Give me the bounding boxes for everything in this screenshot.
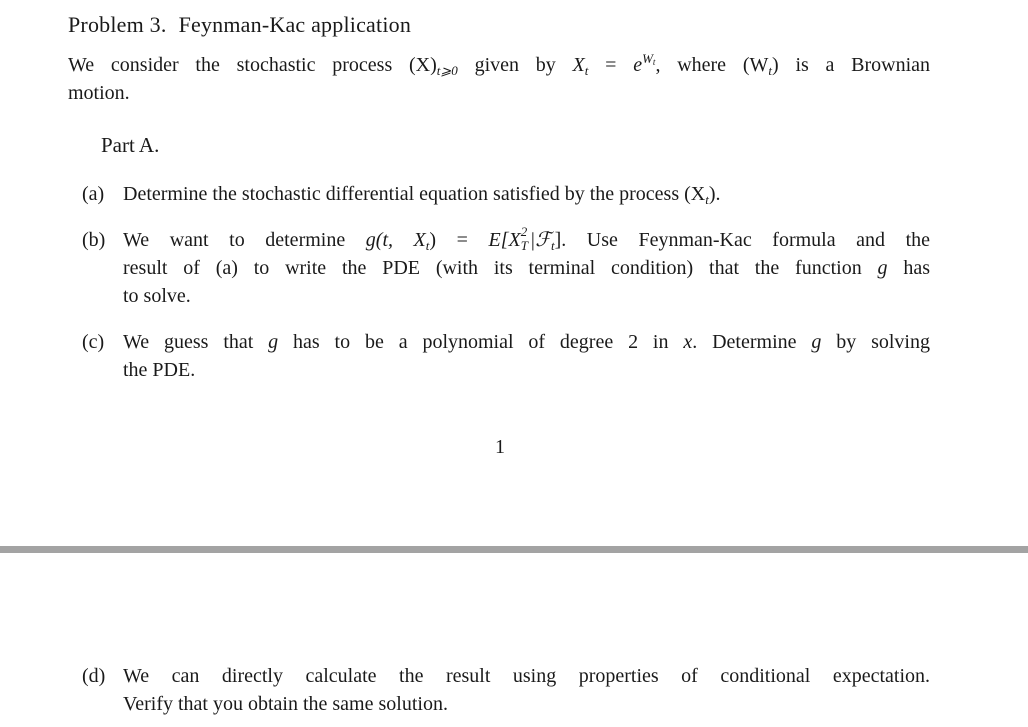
question-d-label: (d) bbox=[82, 665, 106, 687]
question-a-text: Determine the stochastic differential equation satisfied by the process $(X_t)$. bbox=[123, 183, 721, 207]
question-c-label: (c) bbox=[82, 331, 105, 353]
problem-title-text: Feynman-Kac application bbox=[178, 12, 412, 37]
question-c-line-1: We guess that g has to be a polynomial of degree 2 in x. Determine g by solving bbox=[123, 331, 930, 353]
part-a-heading: Part A. bbox=[101, 133, 160, 157]
question-c bbox=[82, 328, 942, 388]
question-a bbox=[82, 180, 942, 210]
question-b-line-2: result of (a) to write the PDE (with its terminal condition) that the function g has bbox=[123, 257, 930, 279]
question-a-label: (a) bbox=[82, 183, 105, 205]
question-b-line-1: We want to determine g(t, $X_t) = E[X$ 2 T |ℱ$_t$]. Use Feynman-Kac formula and the bbox=[123, 224, 931, 253]
question-d bbox=[82, 662, 942, 722]
page-separator bbox=[0, 546, 1028, 553]
question-d-body bbox=[123, 662, 930, 718]
intro-line-1: We consider the stochastic process $(X)_{t⩾0}$ given by $X_t = e^{Wt}$, where $(W_t)$ is a Brownian bbox=[68, 51, 931, 78]
question-a-body bbox=[123, 180, 930, 208]
intro-line-2: motion. bbox=[68, 82, 130, 104]
page-number: 1 bbox=[495, 436, 505, 458]
problem-title bbox=[68, 12, 411, 38]
problem-number: Problem 3. bbox=[68, 12, 167, 37]
question-b-body bbox=[123, 226, 930, 310]
question-b-line-3: to solve. bbox=[123, 285, 191, 307]
question-d-line-2: Verify that you obtain the same solution. bbox=[123, 693, 448, 715]
intro-paragraph bbox=[68, 51, 930, 107]
question-d-line-1: We can directly calculate the result using properties of conditional expectation. bbox=[123, 665, 930, 687]
question-c-line-2: the PDE. bbox=[123, 359, 196, 381]
question-c-body bbox=[123, 328, 930, 384]
question-b bbox=[82, 226, 942, 316]
question-b-label: (b) bbox=[82, 229, 106, 251]
